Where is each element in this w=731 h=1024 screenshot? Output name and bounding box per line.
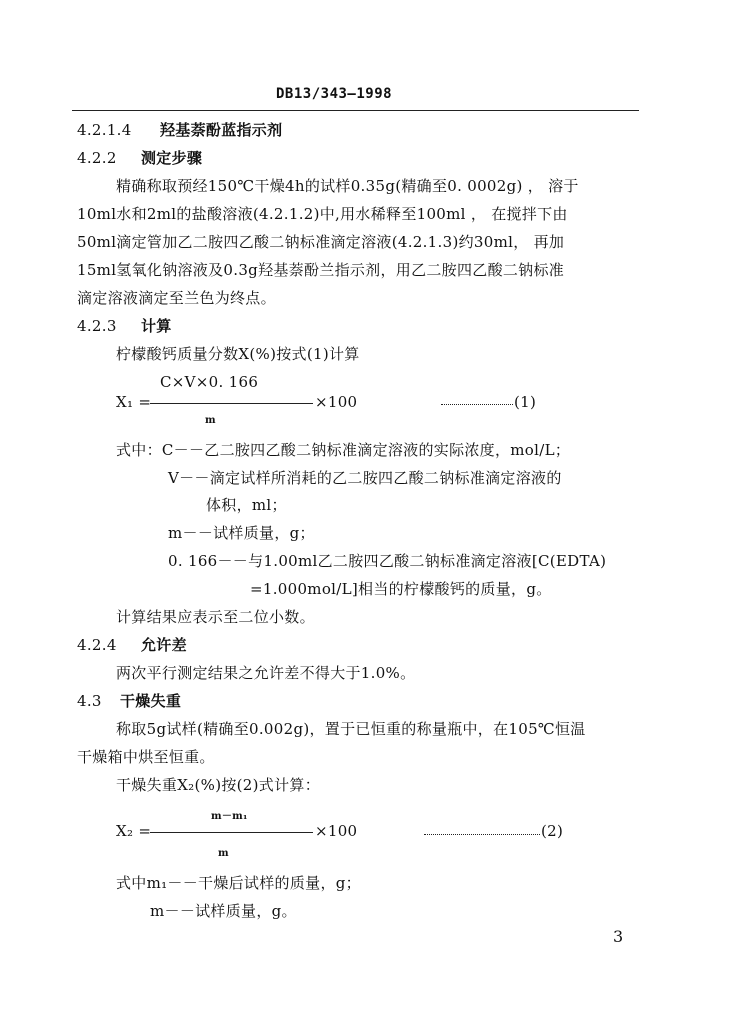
- tolerance-text: 两次平行测定结果之允许差不得大于1.0%。: [116, 664, 416, 682]
- paragraph-line: 15ml氢氧化钠溶液及0.3g羟基萘酚兰指示剂，用乙二胺四乙酸二钠标准: [77, 261, 565, 279]
- section-title-4-3: 干燥失重: [120, 692, 182, 710]
- formula-2-fraction-bar: [150, 832, 313, 833]
- formula-2-label: (2): [541, 822, 564, 840]
- section-title-4-2-2: 测定步骤: [141, 149, 203, 167]
- where-v-definition: V－－滴定试样所消耗的乙二胺四乙酸二钠标准滴定溶液的: [168, 469, 562, 487]
- where-m-definition-2: m－－试样质量，g。: [150, 902, 297, 920]
- section-number-4-3: 4.3: [77, 692, 102, 710]
- paragraph-line: 50ml滴定管加乙二胺四乙酸二钠标准滴定溶液(4.2.1.3)约30ml， 再加: [77, 233, 565, 251]
- formula-1-lhs: X₁ =: [116, 393, 152, 411]
- paragraph-line: 滴定溶液滴定至兰色为终点。: [77, 289, 276, 307]
- formula-1-leader-dots: [441, 404, 513, 405]
- formula-2-numerator: m－m₁: [211, 811, 248, 822]
- where-v-definition-cont: 体积，ml；: [206, 496, 287, 514]
- section-number-4-2-3: 4.2.3: [77, 317, 117, 335]
- section-number-4-2-4: 4.2.4: [77, 636, 117, 654]
- where-constant-definition-cont: =1.000mol/L]相当的柠檬酸钙的质量，g。: [250, 580, 552, 598]
- where-constant-definition: 0. 166－－与1.00ml乙二胺四乙酸二钠标准滴定溶液[C(EDTA): [168, 552, 607, 570]
- formula-1-multiplier: ×100: [315, 393, 358, 411]
- result-precision-note: 计算结果应表示至二位小数。: [116, 608, 315, 626]
- formula-1-label: (1): [514, 393, 537, 411]
- section-number-4-2-1-4: 4.2.1.4: [77, 121, 132, 139]
- section-title-4-2-3: 计算: [141, 317, 172, 335]
- formula-1-fraction-bar: [150, 403, 313, 404]
- formula-1-denominator: m: [205, 415, 216, 426]
- section-title-4-2-4: 允许差: [141, 636, 187, 654]
- paragraph-line: 10ml水和2ml的盐酸溶液(4.2.1.2)中,用水稀释至100ml ， 在搅拌下由: [77, 205, 568, 223]
- where-m-definition: m－－试样质量，g；: [168, 524, 315, 542]
- paragraph-line: 称取5g试样(精确至0.002g)，置于已恒重的称量瓶中，在105℃恒温: [116, 720, 586, 738]
- formula-2-leader-dots: [424, 834, 540, 835]
- section-title-4-2-1-4: 羟基萘酚蓝指示剂: [160, 121, 283, 139]
- formula-1-numerator: C×V×0. 166: [160, 373, 259, 391]
- paragraph-line: 精确称取预经150℃干燥4h的试样0.35g(精确至0. 0002g) ， 溶于: [116, 177, 579, 195]
- where-m1-definition: 式中m₁－－干燥后试样的质量，g；: [116, 874, 361, 892]
- where-c-definition: 式中：C－－乙二胺四乙酸二钠标准滴定溶液的实际浓度，mol/L；: [116, 441, 571, 459]
- formula-intro: 柠檬酸钙质量分数X(%)按式(1)计算: [116, 345, 360, 363]
- page-number: 3: [613, 927, 624, 946]
- header-rule: [72, 110, 639, 111]
- document-number: DB13/343—1998: [276, 86, 393, 102]
- formula-2-multiplier: ×100: [315, 822, 358, 840]
- formula-2-denominator: m: [218, 848, 229, 859]
- formula-2-intro: 干燥失重X₂(%)按(2)式计算：: [116, 776, 320, 794]
- paragraph-line: 干燥箱中烘至恒重。: [77, 748, 215, 766]
- formula-2-lhs: X₂ =: [116, 822, 152, 840]
- section-number-4-2-2: 4.2.2: [77, 149, 117, 167]
